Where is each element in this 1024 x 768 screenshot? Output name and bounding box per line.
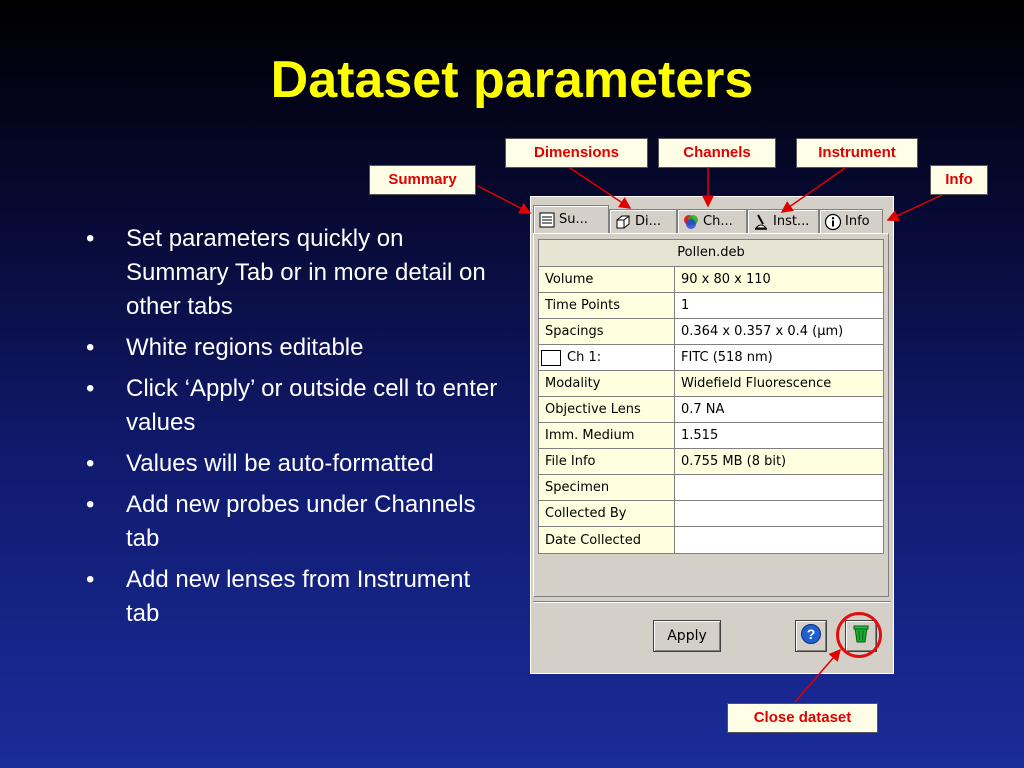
tab-label: Inst...: [773, 214, 810, 229]
specimen-field[interactable]: [675, 475, 883, 500]
tab-label: Ch...: [703, 214, 733, 229]
tab-channels[interactable]: [677, 209, 747, 233]
tab-strip: [533, 207, 883, 233]
row-label: File Info: [539, 449, 675, 474]
svg-text:?: ?: [806, 626, 816, 642]
objective-lens-field[interactable]: 0.7 NA: [675, 397, 883, 422]
tab-summary[interactable]: [533, 205, 609, 233]
arrow-summary: [478, 186, 530, 213]
table-row: [539, 397, 883, 423]
bullet-item: • Add new probes under Channels tab: [82, 488, 502, 556]
tab-label: Su...: [559, 212, 588, 227]
microscope-icon: [752, 213, 770, 231]
bullet-item: • Add new lenses from Instrument tab: [82, 563, 502, 631]
row-label: Spacings: [539, 319, 675, 344]
callout-close-dataset: Close dataset: [727, 703, 878, 733]
close-dataset-highlight-ring: [836, 612, 882, 658]
row-label: Volume: [539, 267, 675, 292]
date-collected-field[interactable]: [675, 527, 883, 553]
parameter-grid: [538, 239, 884, 554]
table-row: [539, 423, 883, 449]
slide-title: Dataset parameters: [270, 51, 754, 109]
row-label: Collected By: [539, 501, 675, 526]
help-icon: [800, 623, 822, 649]
spacings-field[interactable]: 0.364 x 0.357 x 0.4 (µm): [675, 319, 883, 344]
table-row: [539, 527, 883, 553]
tab-info[interactable]: [819, 209, 883, 233]
table-row: [539, 501, 883, 527]
row-label: Ch 1:: [567, 350, 602, 365]
callout-info: Info: [930, 165, 988, 195]
callout-dimensions: Dimensions: [505, 138, 648, 168]
cube-icon: [614, 213, 632, 231]
table-row: [539, 319, 883, 345]
summary-tab-body: [533, 233, 889, 597]
collected-by-field[interactable]: [675, 501, 883, 526]
tab-instrument[interactable]: [747, 209, 819, 233]
table-row: [539, 475, 883, 501]
table-row: [539, 345, 883, 371]
channel-label-cell: [539, 345, 675, 370]
callout-summary: Summary: [369, 165, 476, 195]
help-button[interactable]: [795, 620, 827, 652]
info-icon: [824, 213, 842, 231]
list-icon: [538, 211, 556, 229]
row-label: Time Points: [539, 293, 675, 318]
modality-field[interactable]: Widefield Fluorescence: [675, 371, 883, 396]
table-row: [539, 293, 883, 319]
callout-instrument: Instrument: [796, 138, 918, 168]
channel-color-swatch[interactable]: [541, 350, 561, 366]
color-channels-icon: [682, 213, 700, 231]
channel-1-field[interactable]: FITC (518 nm): [675, 345, 883, 370]
arrow-info: [888, 195, 942, 220]
dataset-filename: Pollen.deb: [539, 240, 883, 267]
row-label: Objective Lens: [539, 397, 675, 422]
time-points-field[interactable]: 1: [675, 293, 883, 318]
bullet-list: [82, 222, 502, 638]
row-label: Specimen: [539, 475, 675, 500]
row-label: Modality: [539, 371, 675, 396]
table-row: [539, 267, 883, 293]
callout-channels: Channels: [658, 138, 776, 168]
file-info-value: 0.755 MB (8 bit): [675, 449, 883, 474]
tab-dimensions[interactable]: [609, 209, 677, 233]
dataset-parameters-panel: [530, 196, 894, 674]
bullet-item: • Set parameters quickly on Summary Tab or in more detail on other tabs: [82, 222, 502, 324]
tab-label: Di...: [635, 214, 662, 229]
bullet-item: • Values will be auto-formatted: [82, 447, 502, 481]
bullet-item: • White regions editable: [82, 331, 502, 365]
table-row: [539, 371, 883, 397]
row-value: 90 x 80 x 110: [675, 267, 883, 292]
tab-label: Info: [845, 214, 870, 229]
table-row: [539, 449, 883, 475]
row-label: Date Collected: [539, 527, 675, 553]
row-label: Imm. Medium: [539, 423, 675, 448]
imm-medium-field[interactable]: 1.515: [675, 423, 883, 448]
apply-button[interactable]: Apply: [653, 620, 721, 652]
bullet-item: • Click ‘Apply’ or outside cell to enter values: [82, 372, 502, 440]
